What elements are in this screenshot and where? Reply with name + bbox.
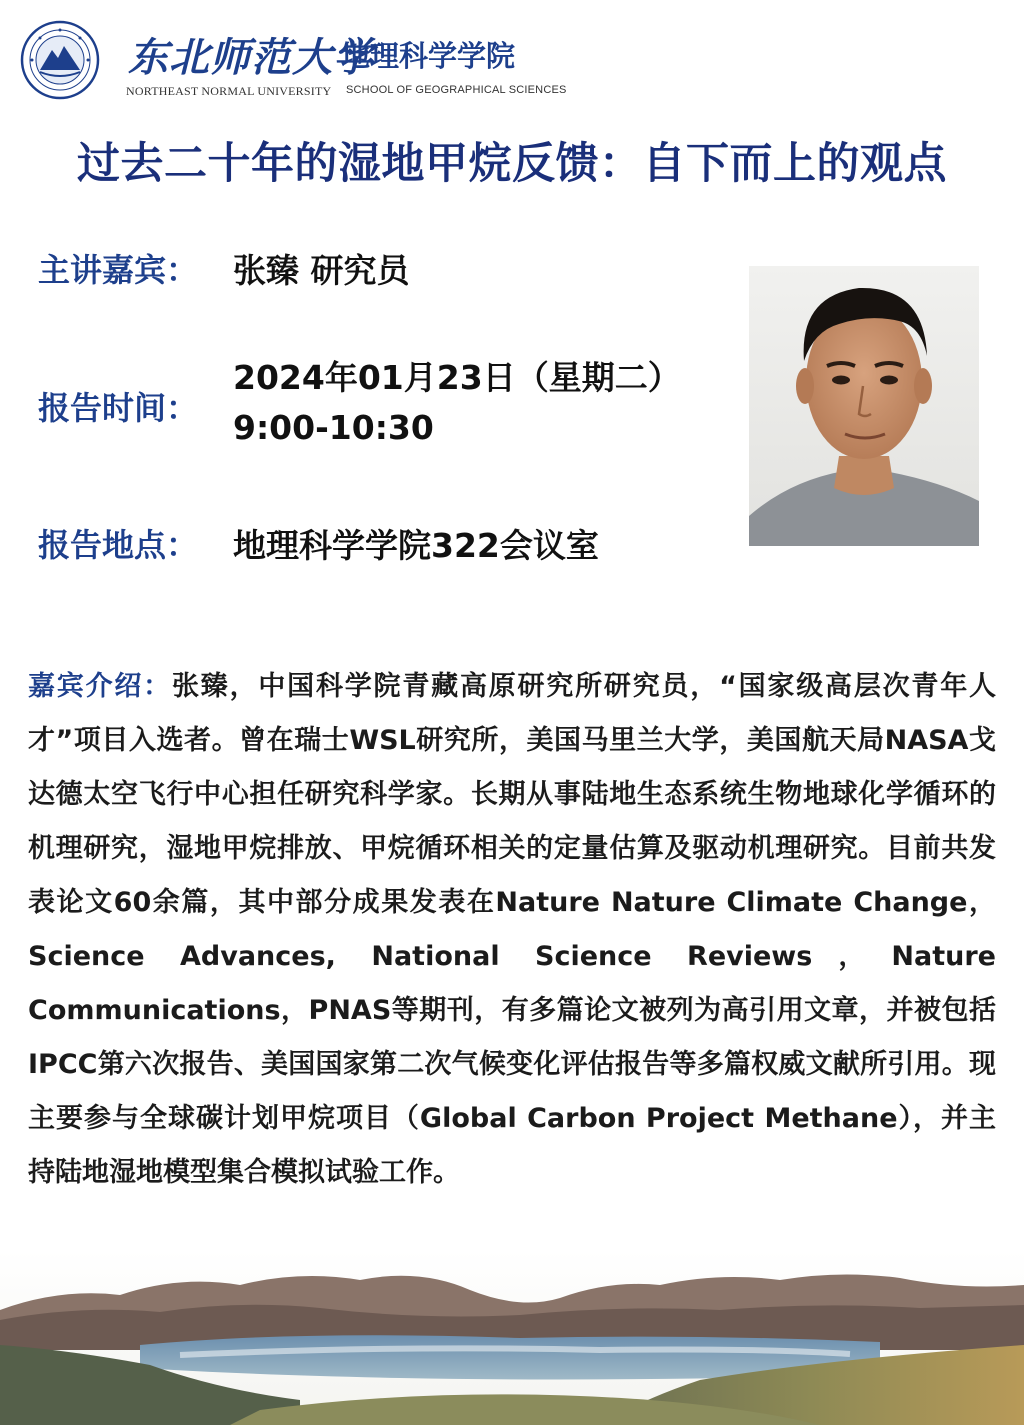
school-name-en: SCHOOL OF GEOGRAPHICAL SCIENCES bbox=[346, 84, 567, 96]
university-name-en: NORTHEAST NORMAL UNIVERSITY bbox=[126, 84, 332, 98]
university-name-cn: 东北师范大学 bbox=[128, 34, 374, 81]
mountain-lake-landscape bbox=[0, 1250, 1024, 1425]
school-name-cn: 地理科学学院 bbox=[341, 39, 516, 73]
location-label: 报告地点： bbox=[38, 526, 199, 564]
page-title: 过去二十年的湿地甲烷反馈：自下而上的观点 bbox=[77, 139, 947, 189]
speaker-label: 主讲嘉宾： bbox=[38, 251, 199, 289]
time-label: 报告时间： bbox=[38, 389, 199, 427]
time-hours: 9:00-10:30 bbox=[233, 408, 434, 447]
time-date: 2024年01月23日（星期二） bbox=[233, 358, 681, 397]
speaker-value: 张臻 研究员 bbox=[233, 251, 410, 290]
bio-text: 张臻，中国科学院青藏高原研究所研究员，“国家级高层次青年人才”项目入选者。曾在瑞士WSL研究所，美国马里兰大学，美国航天局NASA戈达德太空飞行中心担任研究科学家。长期从事陆地生态系统生物地球化学循环的机理研究，湿地甲烷排放、甲烷循环相关的定量估算及驱动机理研究。目前共发表论文60余篇，其中部分成果发表在Nature Nature Climate Change，Science Advances, National Science Reviews，Nature Communications，PNAS等期刊，有多篇论文被列为高引用文章，并被包括IPCC第六次报告、美国国家第二次气候变化评估报告等多篇权威文献所引用。现主要参与全球碳计划甲烷项目（Global Carbon Project Methane），并主持陆地湿地模型集合模拟试验工作。 bbox=[28, 671, 997, 1188]
location-value: 地理科学学院322会议室 bbox=[233, 526, 599, 565]
bio-label: 嘉宾介绍： bbox=[28, 671, 172, 702]
header bbox=[16, 12, 616, 102]
university-seal-icon bbox=[20, 20, 100, 100]
speaker-bio bbox=[28, 660, 996, 1200]
speaker-photo bbox=[749, 266, 979, 546]
